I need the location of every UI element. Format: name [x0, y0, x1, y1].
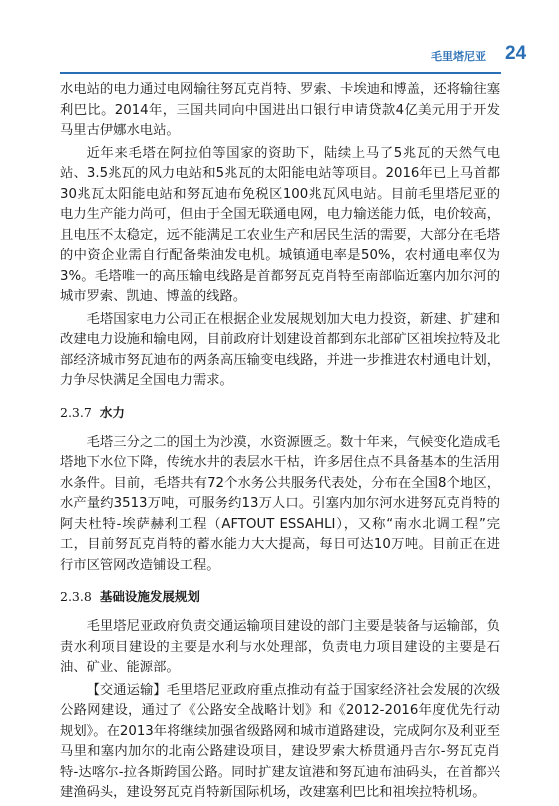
section-heading-water	[60, 403, 500, 423]
paragraph-water: 毛塔三分之二的国土为沙漠，水资源匮乏。数十年来，气候变化造成毛塔地下水位下降，传统水井的表层水干枯，许多居住点不具备基本的生活用水条件。目前，毛塔共有72个水务公共服务代表处，分布在全国8个地区，水产量约3513万吨，可服务约13万人口。引塞内加尔河水进努瓦克肖特的阿夫杜特-埃萨赫利工程（AFTOUT ESSAHLI），又称“南水北调工程”完工，目前努瓦克肖特的蓄水能力大大提高，每日可达10万吨。目前正在进行市区管网改造铺设工程。	[60, 434, 500, 573]
page-number: 24	[505, 43, 527, 64]
running-header-title: 毛里塔尼亚	[431, 50, 486, 63]
section-heading-infrastructure	[60, 587, 500, 607]
paragraph-power-projects: 近年来毛塔在阿拉伯等国家的资助下，陆续上马了5兆瓦的天然气电站、3.5兆瓦的风力电站和5兆瓦的太阳能电站等项目。2016年已上马首都30兆瓦太阳能电站和努瓦迪布免税区100兆瓦风电站。目前毛里塔尼亚的电力生产能力尚可，但由于全国无联通电网，电力输送能力低，电价较高，且电压不太稳定，远不能满足工农业生产和居民生活的需要，大部分在毛塔的中资企业需自行配备柴油发电机。城镇通电率是50%，农村通电率仅为3%。毛塔唯一的高压输电线路是首都努瓦克肖特至南部临近塞内加尔河的城市罗索、凯迪、博盖的线路。	[60, 145, 500, 304]
page-header	[0, 0, 559, 80]
paragraph-infra-departments: 毛里塔尼亚政府负责交通运输项目建设的部门主要是装备与运输部，负责水利项目建设的主要是水利与水处理部，负责电力项目建设的主要是石油、矿业、能源部。	[60, 619, 500, 675]
section-title: 水力	[99, 404, 125, 420]
section-number: 2.3.7	[60, 404, 92, 420]
page-body	[60, 80, 500, 806]
paragraph-hydro-continuation: 水电站的电力通过电网输往努瓦克肖特、罗索、卡埃迪和博盖，还将输往塞利巴比。2014年，三国共同向中国进出口银行申请贷款4亿美元用于开发马里古伊娜水电站。	[60, 82, 500, 138]
section-title: 基础设施发展规划	[99, 589, 200, 604]
section-number: 2.3.8	[60, 589, 92, 604]
paragraph-power-investment: 毛塔国家电力公司正在根据企业发展规划加大电力投资，新建、扩建和改建电力设施和输电网，目前政府计划建设首都到东北部矿区祖埃拉特及北部经济城市努瓦迪布的两条高压输变电线路，并进一步推进农村通电计划，力争尽快满足全国电力需求。	[60, 311, 500, 388]
paragraph-transport: 【交通运输】毛里塔尼亚政府重点推动有益于国家经济社会发展的次级公路网建设，通过了《公路安全战略计划》和《2012-2016年度优先行动规划》。在2013年将继续加强省级路网和城市道路建设，完成阿尔及利亚至马里和塞内加尔的北南公路建设项目，建设罗索大桥贯通丹吉尔-努瓦克肖特-达喀尔-拉各斯跨国公路。同时扩建友谊港和努瓦迪布油码头，在首都兴建渔码头，建设努瓦克肖特新国际机场，改建塞利巴比和祖埃拉特机场。	[60, 682, 500, 800]
header-rule	[60, 72, 501, 74]
